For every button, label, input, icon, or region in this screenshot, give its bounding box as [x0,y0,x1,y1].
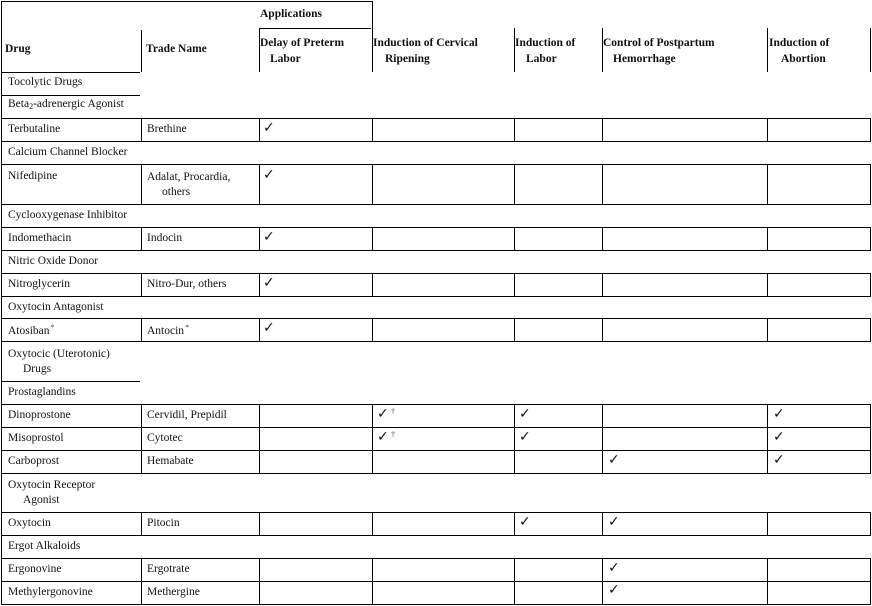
header-line: Induction of Cervical [373,37,478,49]
check-icon: ✓ [608,560,620,576]
header-line: Induction of [769,37,830,49]
footnote-mark: † [391,430,395,439]
category-oxytocin-antagonist: Oxytocin Antagonist [8,301,104,313]
drug-name: Carboprost [8,455,60,467]
trade-text: Antocin [147,325,185,337]
rule-vertical [141,512,142,536]
category-oxytocic [8,347,110,377]
rule-horizontal [1,427,871,428]
rule-horizontal [1,141,140,142]
rule-vertical [1,204,2,227]
rule-vertical [372,164,373,205]
rule-horizontal [1,341,140,342]
rule-horizontal [1,227,871,228]
column-header-drug: Drug [5,43,31,55]
rule-horizontal [1,273,871,274]
rule-vertical [602,558,603,582]
trade-name: Pitocin [147,517,180,529]
category-ergot: Ergot Alkaloids [8,540,81,552]
applications-header: Applications [260,8,322,20]
rule-vertical [259,28,260,72]
rule-vertical [1,450,2,474]
rule-vertical [602,404,603,428]
rule-vertical [870,164,871,205]
column-header-induction-labor [515,35,575,67]
rule-horizontal [1,1,372,2]
rule-vertical [767,581,768,605]
header-line: Labor [270,53,301,65]
rule-horizontal [1,95,140,96]
rule-vertical [1,558,2,582]
rule-vertical [259,318,260,342]
drug-name: Methylergonovine [8,586,93,598]
rule-vertical [767,450,768,474]
rule-vertical [372,581,373,605]
trade-name: Brethine [147,123,187,135]
rule-vertical [372,227,373,251]
column-header-postpartum [603,35,715,67]
drug-name: Ergonovine [8,563,62,575]
rule-vertical [514,227,515,251]
rule-horizontal [1,535,140,536]
check-icon: ✓ [773,452,785,468]
rule-vertical [514,581,515,605]
rule-vertical [767,512,768,536]
rule-vertical [514,118,515,142]
trade-name [147,170,230,200]
header-line: Induction of [515,37,576,49]
rule-vertical [1,381,2,404]
rule-vertical [870,404,871,428]
rule-horizontal [1,118,871,119]
rule-vertical [602,427,603,451]
trade-name [147,323,189,337]
rule-vertical [870,558,871,582]
rule-horizontal [1,250,140,251]
rule-vertical [870,227,871,251]
rule-vertical [514,273,515,297]
drug-name: Nitroglycerin [8,278,70,290]
rule-horizontal [1,296,140,297]
column-header-cervical-ripening [373,35,478,67]
category-tocolytic: Tocolytic Drugs [8,76,83,88]
rule-vertical [141,558,142,582]
rule-vertical [259,273,260,297]
rule-horizontal [1,164,871,165]
rule-horizontal [1,512,871,513]
category-text: -adrenergic Agonist [33,98,124,110]
rule-vertical [141,581,142,605]
rule-vertical [372,450,373,474]
rule-vertical [141,318,142,342]
rule-horizontal [1,604,871,605]
drug-name: Indomethacin [8,232,72,244]
column-header-abortion [769,35,829,67]
header-line: Ripening [385,53,430,65]
rule-vertical [514,512,515,536]
trade-name: Cytotec [147,432,183,444]
rule-vertical [372,427,373,451]
rule-vertical [141,450,142,474]
rule-vertical [1,318,2,342]
rule-vertical [259,558,260,582]
rule-vertical [259,164,260,205]
rule-vertical [602,28,603,72]
trade-name: Methergine [147,586,200,598]
category-beta-agonist [8,98,124,111]
rule-vertical [372,318,373,342]
check-icon: ✓ [519,406,531,422]
rule-vertical [1,95,2,118]
check-icon: ✓ [519,514,531,530]
drug-name: Dinoprostone [8,409,71,421]
category-line: Oxytocic (Uterotonic) [8,348,110,360]
rule-vertical [870,581,871,605]
rule-horizontal [1,318,871,319]
trade-line: others [162,186,191,198]
rule-vertical [602,273,603,297]
rule-vertical [602,227,603,251]
check-icon: ✓ [263,320,275,336]
category-prostaglandins: Prostaglandins [8,386,76,398]
rule-vertical [141,118,142,142]
check-icon: ✓ [773,406,785,422]
rule-vertical [1,581,2,605]
rule-vertical [870,28,871,72]
trade-name: Ergotrate [147,563,190,575]
check-icon: ✓ [519,429,531,445]
drug-name: Terbutaline [8,123,61,135]
rule-vertical [1,227,2,251]
category-text: Beta [8,98,30,110]
header-line: Abortion [781,53,826,65]
rule-vertical [372,273,373,297]
check-icon: ✓ [263,229,275,245]
rule-vertical [1,141,2,164]
rule-horizontal [1,72,140,73]
footnote-mark: * [185,323,190,332]
rule-vertical [767,558,768,582]
rule-vertical [602,581,603,605]
rule-horizontal [259,28,371,29]
rule-vertical [767,404,768,428]
rule-vertical [602,118,603,142]
rule-vertical [870,118,871,142]
rule-vertical [870,427,871,451]
check-icon: ✓ [608,514,620,530]
trade-line: Adalat, Procardia, [147,171,231,183]
rule-vertical [141,427,142,451]
rule-vertical [1,404,2,428]
check-icon: ✓ [773,429,785,445]
category-line: Agonist [23,494,60,506]
rule-horizontal [1,381,140,382]
rule-vertical [767,118,768,142]
rule-vertical [1,341,2,381]
column-header-delay-preterm [260,35,344,67]
subscript: 2 [29,102,34,111]
trade-name: Hemabate [147,455,194,467]
rule-vertical [1,118,2,142]
drug-text: Atosiban [8,325,50,337]
check-icon: ✓ [377,429,389,445]
rule-vertical [259,118,260,142]
check-icon: ✓ [377,406,389,422]
rule-vertical [372,558,373,582]
rule-vertical [514,164,515,205]
check-icon: ✓ [263,275,275,291]
rule-vertical [259,404,260,428]
rule-vertical [372,404,373,428]
drug-name: Oxytocin [8,517,51,529]
rule-vertical [870,273,871,297]
rule-vertical [259,512,260,536]
rule-vertical [141,273,142,297]
check-icon: ✓ [263,167,275,183]
drug-name: Misoprostol [8,432,64,444]
rule-horizontal [1,581,871,582]
category-oxytocin-receptor [8,478,95,508]
footnote-mark: * [50,323,55,332]
rule-vertical [141,404,142,428]
rule-vertical [602,164,603,205]
trade-name: Indocin [147,232,183,244]
check-icon: ✓ [608,582,620,598]
rule-vertical [1,273,2,297]
rule-horizontal [1,473,140,474]
rule-horizontal [1,204,140,205]
rule-vertical [870,512,871,536]
column-header-trade-name: Trade Name [146,43,207,55]
rule-vertical [1,164,2,205]
rule-horizontal [1,450,871,451]
rule-vertical [870,318,871,342]
rule-vertical [514,450,515,474]
header-line: Hemorrhage [613,53,676,65]
rule-vertical [1,535,2,558]
check-icon: ✓ [263,120,275,136]
footnote-mark: † [391,407,395,416]
rule-vertical [1,473,2,512]
rule-vertical [767,427,768,451]
rule-vertical [514,404,515,428]
rule-vertical [514,318,515,342]
drug-name: Nifedipine [8,170,58,182]
rule-vertical [767,273,768,297]
rule-vertical [141,164,142,205]
category-line: Drugs [23,363,52,375]
category-ccb: Calcium Channel Blocker [8,146,128,158]
header-line: Labor [526,53,557,65]
rule-vertical [1,72,2,95]
rule-vertical [259,227,260,251]
rule-vertical [259,581,260,605]
rule-vertical [602,318,603,342]
rule-horizontal [1,404,871,405]
rule-vertical [372,512,373,536]
rule-vertical [767,164,768,205]
category-no-donor: Nitric Oxide Donor [8,255,99,267]
rule-vertical [767,318,768,342]
rule-vertical [1,250,2,273]
rule-vertical [141,30,142,72]
rule-vertical [1,427,2,451]
rule-vertical [1,512,2,536]
trade-name: Cervidil, Prepidil [147,409,227,421]
rule-vertical [602,512,603,536]
rule-vertical [514,28,515,72]
header-line: Delay of Preterm [260,37,345,49]
rule-horizontal [1,558,871,559]
rule-vertical [259,450,260,474]
rule-vertical [259,427,260,451]
check-icon: ✓ [608,452,620,468]
rule-vertical [514,558,515,582]
trade-name: Nitro-Dur, others [147,278,227,290]
rule-vertical [141,227,142,251]
rule-vertical [602,450,603,474]
rule-vertical [514,427,515,451]
rule-vertical [767,28,768,72]
rule-vertical [372,118,373,142]
rule-vertical [372,1,373,72]
category-cox: Cyclooxygenase Inhibitor [8,209,128,221]
rule-vertical [767,227,768,251]
header-line: Control of Postpartum [603,37,715,49]
drug-name [8,323,55,337]
rule-vertical [1,296,2,318]
category-line: Oxytocin Receptor [8,479,96,491]
rule-vertical [870,450,871,474]
